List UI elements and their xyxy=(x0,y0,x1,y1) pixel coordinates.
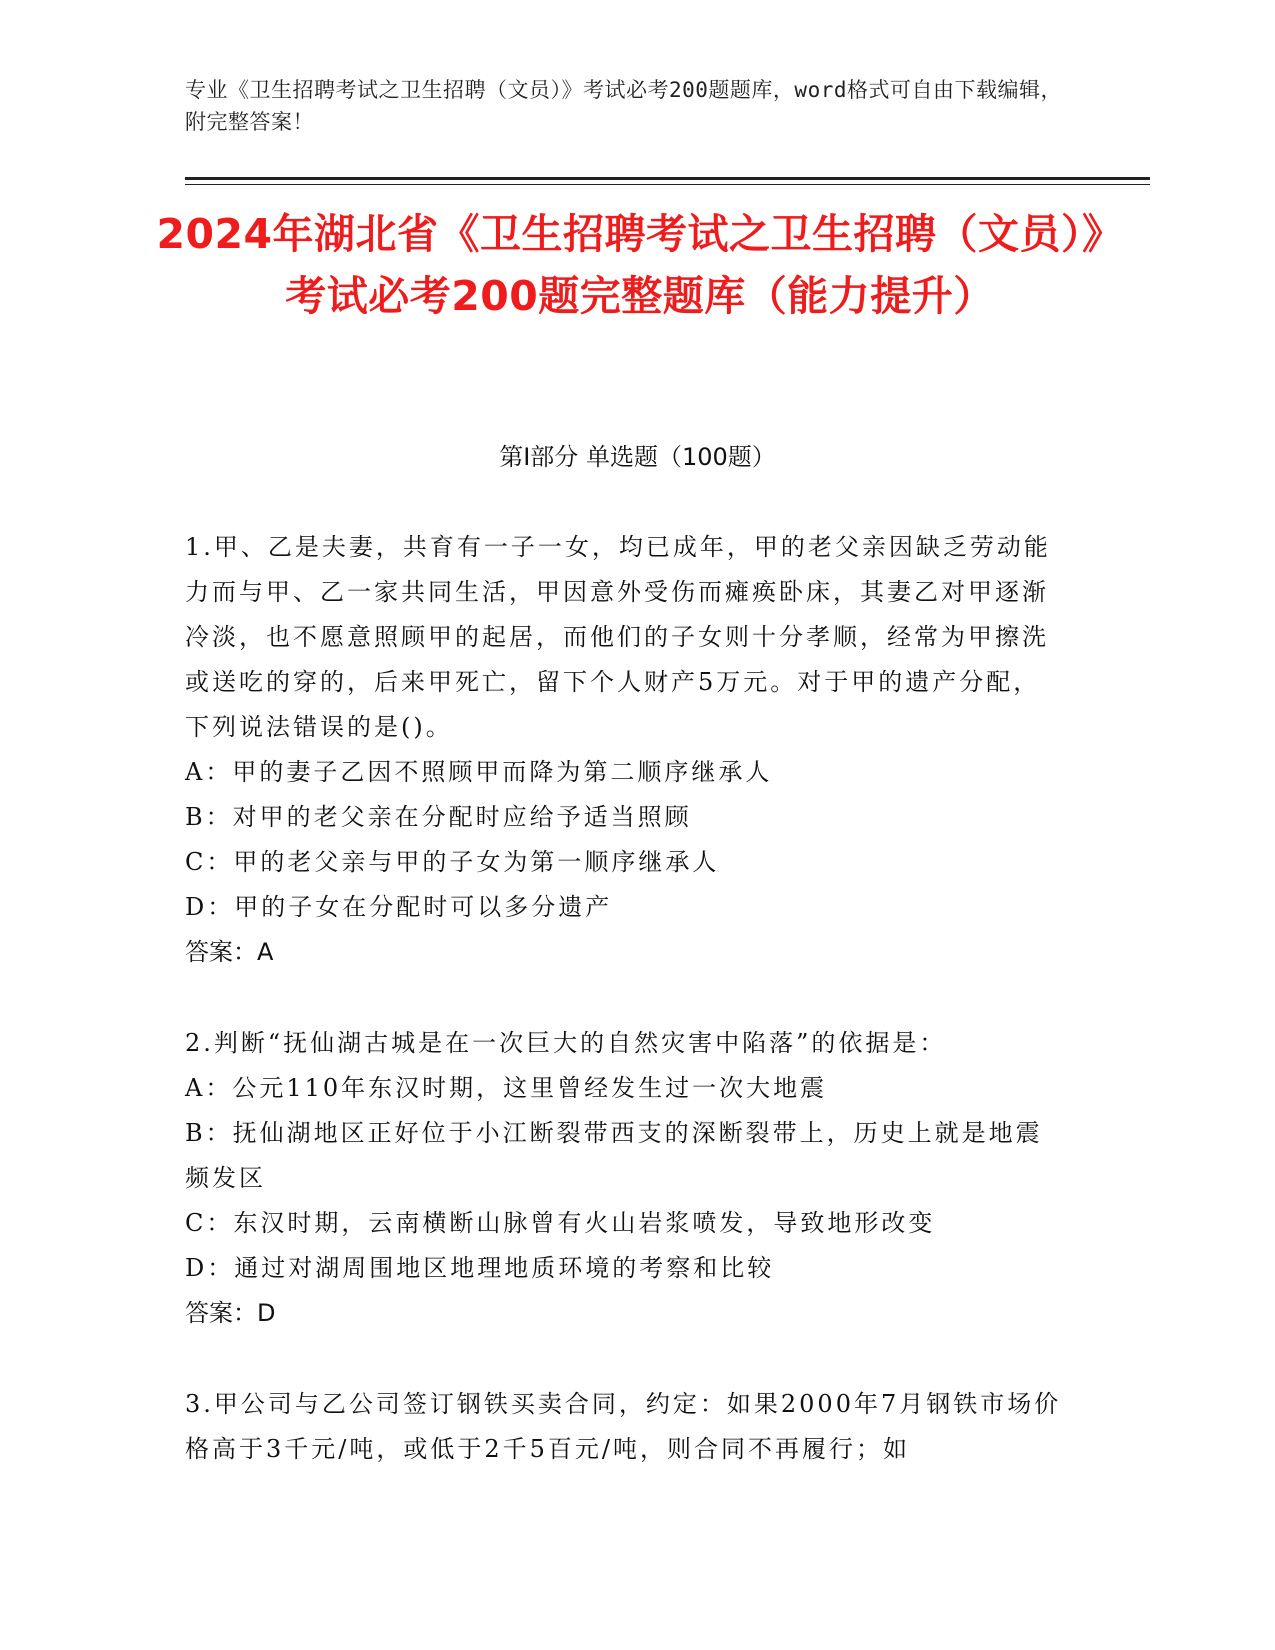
question-stem: 3.甲公司与乙公司签订钢铁买卖合同，约定：如果2000年7月钢铁市场价格高于3千元/吨，或低于2千5百元/吨，则合同不再履行；如 xyxy=(185,1390,1062,1463)
option-a: A：公元110年东汉时期，这里曾经发生过一次大地震 xyxy=(185,1074,828,1102)
header-divider-thick xyxy=(185,177,1150,180)
question-item xyxy=(185,1382,1065,1472)
option-c: C：甲的老父亲与甲的子女为第一顺序继承人 xyxy=(185,848,720,876)
option-d: D：甲的子女在分配时可以多分遗产 xyxy=(185,893,613,921)
question-item xyxy=(185,1021,1065,1336)
option-d: D：通过对湖周围地区地理地质环境的考察和比较 xyxy=(185,1254,775,1282)
answer-line: 答案：A xyxy=(185,938,274,966)
header-note: 专业《卫生招聘考试之卫生招聘（文员）》考试必考200题题库，word格式可自由下载编辑，附完整答案！ xyxy=(185,78,1062,134)
document-title: 2024年湖北省《卫生招聘考试之卫生招聘（文员）》考试必考200题完整题库（能力提升） xyxy=(156,210,1124,320)
question-item xyxy=(185,525,1065,975)
question-list xyxy=(185,525,1065,1518)
header-divider-thin xyxy=(185,184,1150,185)
answer-line: 答案：D xyxy=(185,1299,276,1327)
question-stem: 2.判断“抚仙湖古城是在一次巨大的自然灾害中陷落”的依据是： xyxy=(185,1029,947,1057)
option-b: B：对甲的老父亲在分配时应给予适当照顾 xyxy=(185,803,692,831)
option-c: C：东汉时期，云南横断山脉曾有火山岩浆喷发，导致地形改变 xyxy=(185,1209,936,1237)
option-a: A：甲的妻子乙因不照顾甲而降为第二顺序继承人 xyxy=(185,758,773,786)
option-b: B：抚仙湖地区正好位于小江断裂带西支的深断裂带上，历史上就是地震频发区 xyxy=(185,1119,1043,1192)
question-stem: 1.甲、乙是夫妻，共育有一子一女，均已成年，甲的老父亲因缺乏劳动能力而与甲、乙一家共同生活，甲因意外受伤而瘫痪卧床，其妻乙对甲逐渐冷淡，也不愿意照顾甲的起居，而他们的子女则十分孝顺，经常为甲擦洗或送吃的穿的，后来甲死亡，留下个人财产5万元。对于甲的遗产分配，下列说法错误的是()。 xyxy=(185,533,1051,741)
section-title: 第Ⅰ部分 单选题（100题） xyxy=(499,443,776,471)
